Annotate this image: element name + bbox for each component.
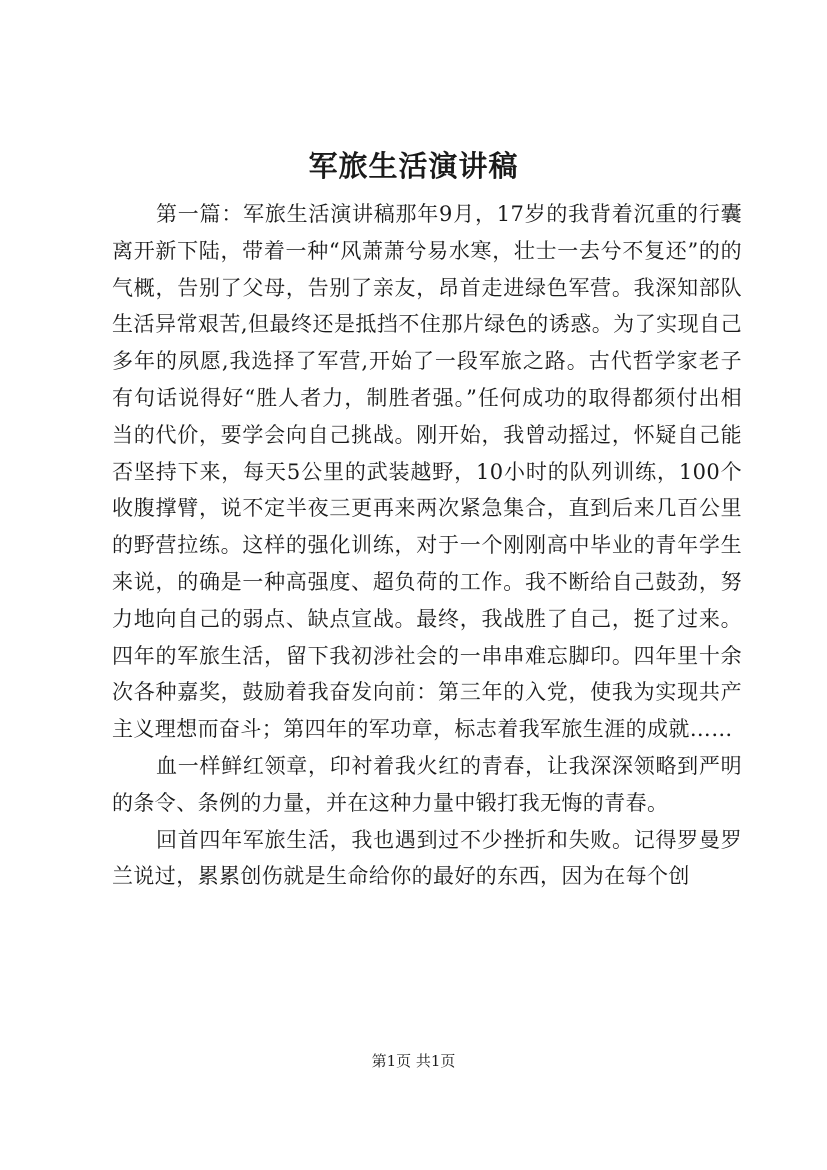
paragraph-3: 回首四年军旅生活，我也遇到过不少挫折和失败。记得罗曼罗兰说过，累累创伤就是生命给你的最好的东西，因为在每个创 [112, 827, 742, 889]
document-body [112, 196, 742, 895]
paragraph-1: 第一篇：军旅生活演讲稿那年9月，17岁的我背着沉重的行囊离开新下陆，带着一种“风萧萧兮易水寒，壮士一去兮不复还”的的气概，告别了父母，告别了亲友，昂首走进绿色军营。我深知部队生活异常艰苦,但最终还是抵挡不住那片绿色的诱惑。为了实现自己多年的夙愿,我选择了军营,开始了一段军旅之路。古代哲学家老子有句话说得好“胜人者力，制胜者强。”任何成功的取得都须付出相当的代价，要学会向自己挑战。刚开始，我曾动摇过，怀疑自己能否坚持下来，每天5公里的武装越野，10小时的队列训练，100个收腹撑臂，说不定半夜三更再来两次紧急集合，直到后来几百公里的野营拉练。这样的强化训练，对于一个刚刚高中毕业的青年学生来说，的确是一种高强度、超负荷的工作。我不断给自己鼓劲，努力地向自己的弱点、缺点宣战。最终，我战胜了自己，挺了过来。四年的军旅生活，留下我初涉社会的一串串难忘脚印。四年里十余次各种嘉奖，鼓励着我奋发向前：第三年的入党，使我为实现共产主义理想而奋斗；第四年的军功章，标志着我军旅生涯的成就…… [112, 202, 743, 742]
paragraph-2: 血一样鲜红领章，印衬着我火红的青春，让我深深领略到严明的条令、条例的力量，并在这种力量中锻打我无悔的青春。 [112, 753, 742, 815]
document-title: 军旅生活演讲稿 [308, 149, 519, 183]
page-number-footer: 第1页 共1页 [371, 1052, 456, 1070]
